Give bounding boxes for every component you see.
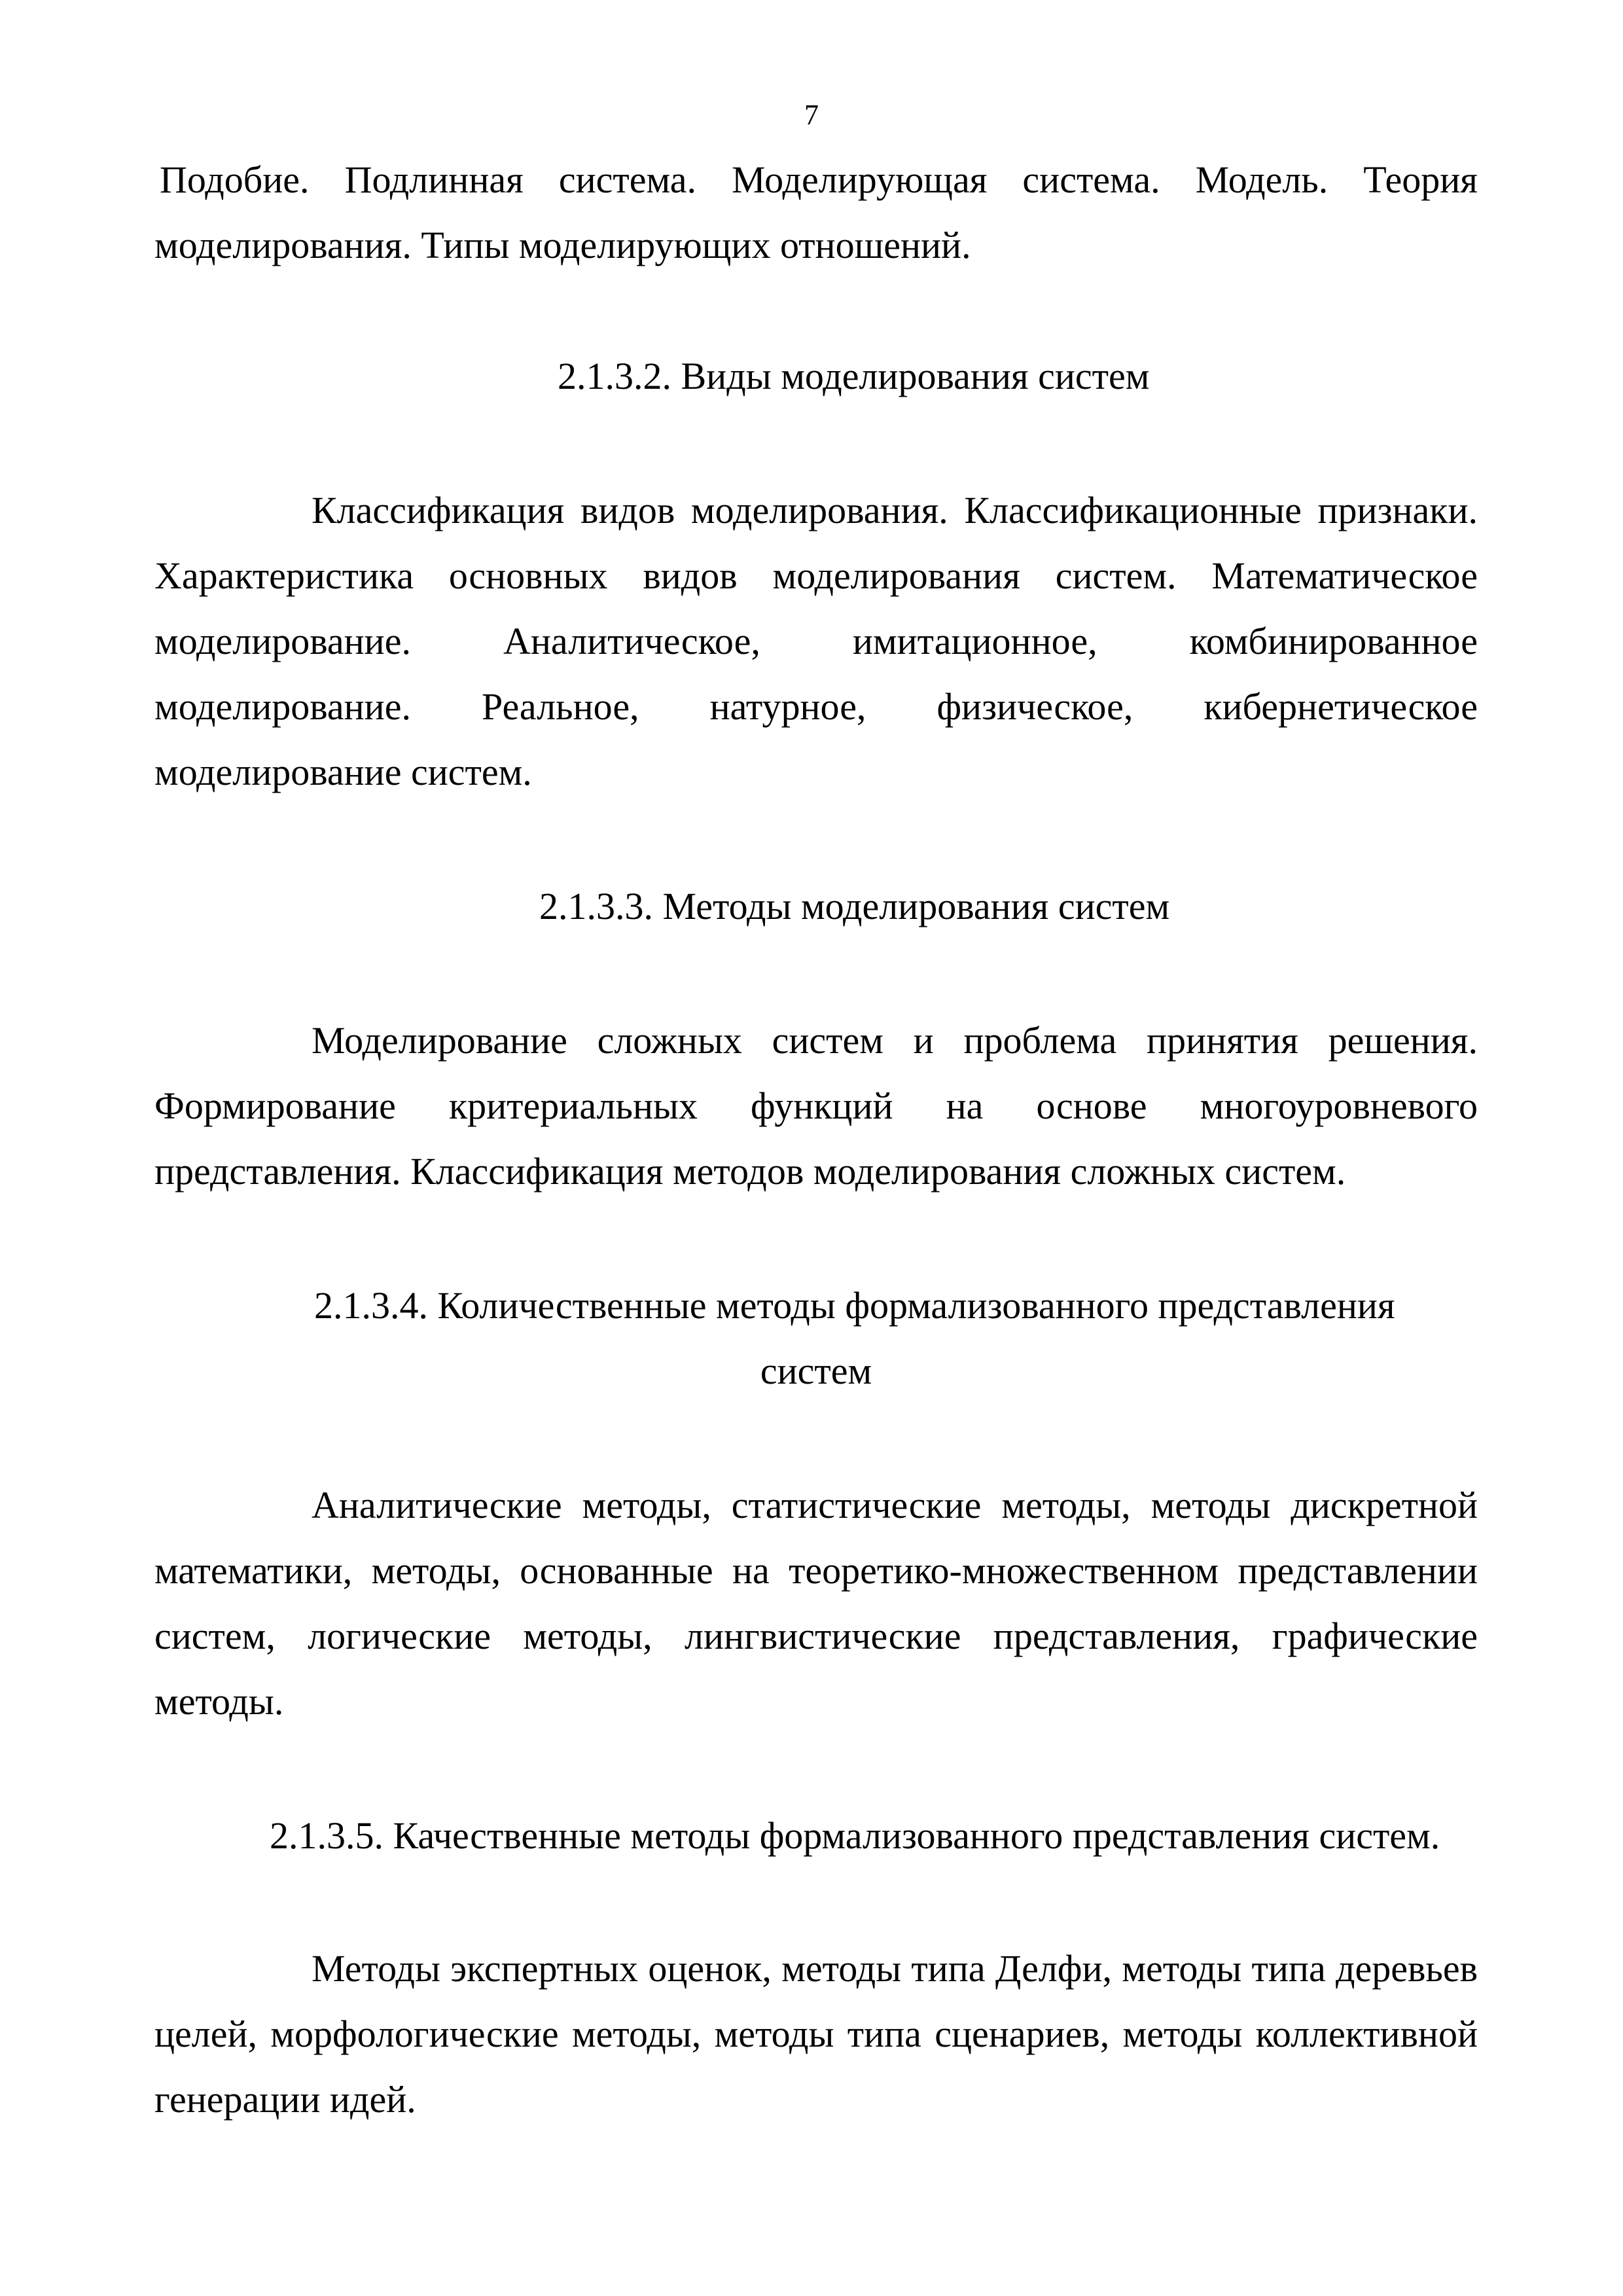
section-heading-2-1-3-4-line1: 2.1.3.4. Количественные методы формализованного представления [314, 1284, 1395, 1327]
paragraph-2-1-3-5: Методы экспертных оценок, методы типа Делфи, методы типа деревьев целей, морфологические методы, методы типа сценариев, методы коллективной генерации идей. [154, 1947, 1478, 2121]
section-heading-2-1-3-2: 2.1.3.2. Виды моделирования систем [558, 355, 1150, 397]
paragraph-2-1-3-3: Моделирование сложных систем и проблема принятия решения. Формирование критериальных функций на основе многоуровневого представления. Классификация методов моделирования сложных систем. [154, 1019, 1478, 1193]
section-heading-2-1-3-5: 2.1.3.5. Качественные методы формализованного представления систем. [270, 1814, 1440, 1857]
paragraph-2-1-3-4: Аналитические методы, статистические методы, методы дискретной математики, методы, основанные на теоретико-множественном представлении систем, логические методы, лингвистические представления, графические методы. [154, 1484, 1478, 1723]
section-heading-2-1-3-4-line2: систем [760, 1350, 872, 1392]
paragraph-2-1-3-2: Классификация видов моделирования. Классификационные признаки. Характеристика основных видов моделирования систем. Математическое моделирование. Аналитическое, имитационное, комбинированное моделирование. Реальное, натурное, физическое, кибернетическое моделирование систем. [154, 489, 1478, 793]
page-number: 7 [804, 99, 819, 131]
paragraph-intro: Подобие. Подлинная система. Моделирующая система. Модель. Теория моделирования. Типы моделирующих отношений. [154, 158, 1478, 266]
section-heading-2-1-3-3: 2.1.3.3. Методы моделирования систем [539, 885, 1170, 927]
